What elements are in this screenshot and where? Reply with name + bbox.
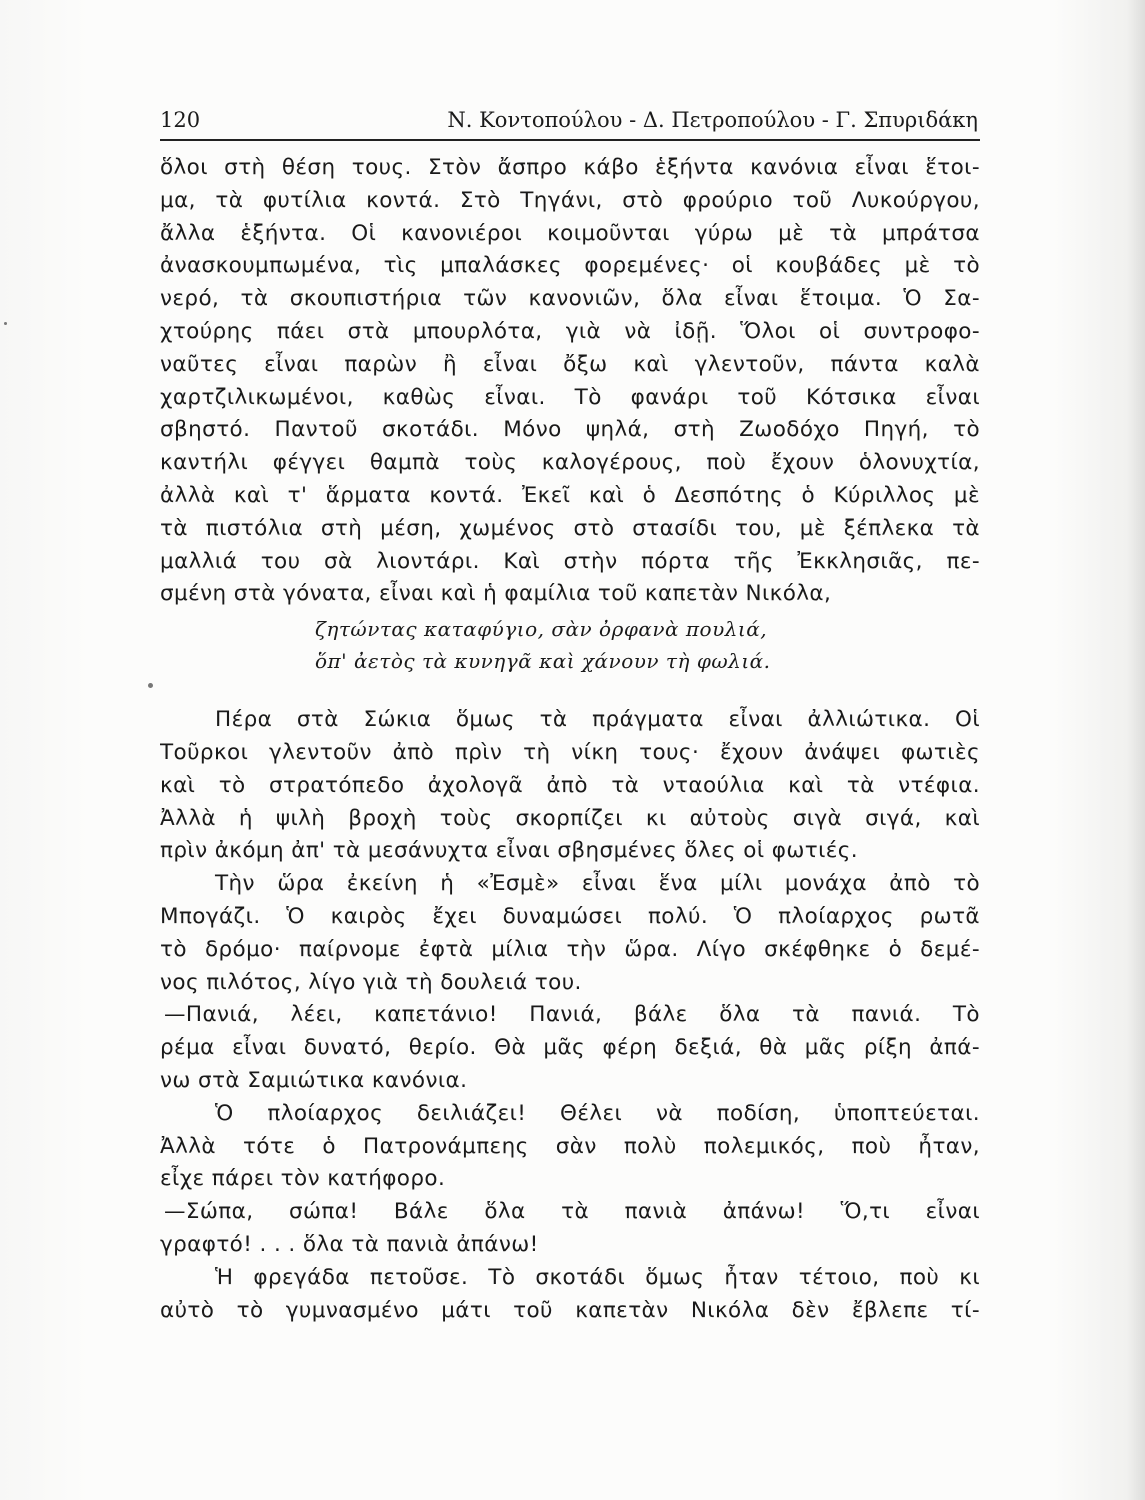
page-number: 120	[160, 108, 201, 132]
text-line: ρέμα εἶναι δυνατό, θερίο. Θὰ μᾶς φέρη δεξιά, θὰ μᾶς ρίξη ἀπά-	[160, 1035, 980, 1061]
text-line: —Πανιά, λέει, καπετάνιο! Πανιά, βάλε ὅλα τὰ πανιά. Τὸ	[164, 1002, 980, 1028]
text-line: Ὁ πλοίαρχος δειλιάζει! Θέλει νὰ ποδίση, ὑποπτεύεται.	[215, 1100, 980, 1126]
text-line: νος πιλότος, λίγο γιὰ τὴ δουλειά του.	[160, 969, 582, 995]
paragraph	[160, 868, 980, 999]
paragraph	[160, 1098, 980, 1196]
paragraph	[160, 999, 980, 1097]
header-rule	[160, 139, 980, 141]
text-line: χαρτζιλικωμένοι, καθὼς εἶναι. Τὸ φανάρι τοῦ Κότσικα εἶναι	[160, 384, 980, 410]
text-line: Ἡ φρεγάδα πετοῦσε. Τὸ σκοτάδι ὅμως ἦταν τέτοιο, ποὺ κι	[215, 1264, 980, 1290]
text-line: σβηστό. Παντοῦ σκοτάδι. Μόνο ψηλά, στὴ Ζωοδόχο Πηγή, τὸ	[160, 417, 980, 443]
paragraph	[160, 1196, 980, 1262]
text-line: —Σώπα, σώπα! Βάλε ὅλα τὰ πανιὰ ἀπάνω! Ὅ,τι εἶναι	[164, 1199, 980, 1225]
text-line: Πέρα στὰ Σώκια ὅμως τὰ πράγματα εἶναι ἀλλιώτικα. Οἱ	[215, 707, 980, 733]
text-line: νω στὰ Σαμιώτικα κανόνια.	[160, 1067, 468, 1093]
running-head: Ν. Κοντοπούλου - Δ. Πετροπούλου - Γ. Σπυριδάκη	[447, 108, 978, 132]
text-line: τὸ δρόμο· παίρνομε ἐφτὰ μίλια τὴν ὥρα. Λίγο σκέφθηκε ὁ δεμέ-	[160, 936, 980, 962]
paragraph	[160, 152, 980, 611]
text-line: Τοῦρκοι γλεντοῦν ἀπὸ πρὶν τὴ νίκη τους· ἔχουν ἀνάψει φωτιὲς	[160, 739, 980, 765]
text-line: πρὶν ἀκόμη ἀπ' τὰ μεσάνυχτα εἶναι σβησμένες ὅλες οἱ φωτιές.	[160, 838, 859, 864]
print-speck	[148, 683, 153, 688]
body-text	[160, 152, 980, 1327]
text-line: ὅλοι στὴ θέση τους. Στὸν ἄσπρο κάβο ἑξήντα κανόνια εἶναι ἕτοι-	[160, 155, 980, 180]
text-line: ναῦτες εἶναι παρὼν ἢ εἶναι ὄξω καὶ γλεντοῦν, πάντα καλὰ	[160, 351, 980, 377]
text-line: αὐτὸ τὸ γυμνασμένο μάτι τοῦ καπετὰν Νικόλα δὲν ἔβλεπε τί-	[160, 1297, 980, 1323]
text-line: νερό, τὰ σκουπιστήρια τῶν κανονιῶν, ὅλα εἶναι ἕτοιμα. Ὁ Σα-	[160, 286, 980, 312]
text-line: τὰ πιστόλια στὴ μέση, χωμένος στὸ στασίδι του, μὲ ξέπλεκα τὰ	[160, 515, 980, 541]
paragraph	[160, 1262, 980, 1328]
text-line: γραφτό! . . . ὅλα τὰ πανιὰ ἀπάνω!	[160, 1231, 539, 1257]
page-header	[160, 102, 980, 136]
text-line: μαλλιά του σὰ λιοντάρι. Καὶ στὴν πόρτα τῆς Ἐκκλησιᾶς, πε-	[160, 548, 980, 574]
print-speck	[4, 322, 7, 325]
paragraph	[160, 704, 980, 868]
text-line: Μπογάζι. Ὁ καιρὸς ἔχει δυναμώσει πολύ. Ὁ πλοίαρχος ρωτᾶ	[160, 903, 980, 929]
text-line: μα, τὰ φυτίλια κοντά. Στὸ Τηγάνι, στὸ φρούριο τοῦ Λυκούργου,	[160, 187, 980, 213]
text-line: καὶ τὸ στρατόπεδο ἀχολογᾶ ἀπὸ τὰ νταούλια καὶ τὰ ντέφια.	[160, 772, 980, 798]
text-line: εἶχε πάρει τὸν κατήφορο.	[160, 1166, 446, 1192]
text-line: ἄλλα ἑξήντα. Οἱ κανονιέροι κοιμοῦνται γύρω μὲ τὰ μπράτσα	[160, 220, 980, 246]
verse-line: ὅπ' ἀετὸς τὰ κυνηγᾶ καὶ χάνουν τὴ φωλιά.	[315, 649, 771, 674]
text-line: ἀνασκουμπωμένα, τὶς μπαλάσκες φορεμένες· οἱ κουβάδες μὲ τὸ	[160, 253, 980, 279]
text-line: χτούρης πάει στὰ μπουρλότα, γιὰ νὰ ἰδῇ. Ὅλοι οἱ συντροφο-	[160, 318, 980, 344]
verse-line: ζητώντας καταφύγιο, σὰν ὀρφανὰ πουλιά,	[315, 617, 768, 642]
text-line: καντήλι φέγγει θαμπὰ τοὺς καλογέρους, ποὺ ἔχουν ὁλονυχτία,	[160, 450, 980, 476]
text-line: Ἀλλὰ ἡ ψιλὴ βροχὴ τοὺς σκορπίζει κι αὐτοὺς σιγὰ σιγά, καὶ	[160, 805, 980, 831]
text-line: Τὴν ὥρα ἐκείνη ἡ «Ἐσμὲ» εἶναι ἕνα μίλι μονάχα ἀπὸ τὸ	[215, 871, 980, 897]
verse-quote	[160, 613, 980, 677]
page-edge-shadow	[1127, 0, 1145, 1500]
text-line: Ἀλλὰ τότε ὁ Πατρονάμπεης σὰν πολὺ πολεμικός, ποὺ ἦταν,	[160, 1133, 980, 1159]
text-line: σμένη στὰ γόνατα, εἶναι καὶ ἡ φαμίλια τοῦ καπετὰν Νικόλα,	[160, 581, 832, 607]
text-line: ἀλλὰ καὶ τ' ἅρματα κοντά. Ἐκεῖ καὶ ὁ Δεσπότης ὁ Κύριλλος μὲ	[160, 482, 980, 508]
